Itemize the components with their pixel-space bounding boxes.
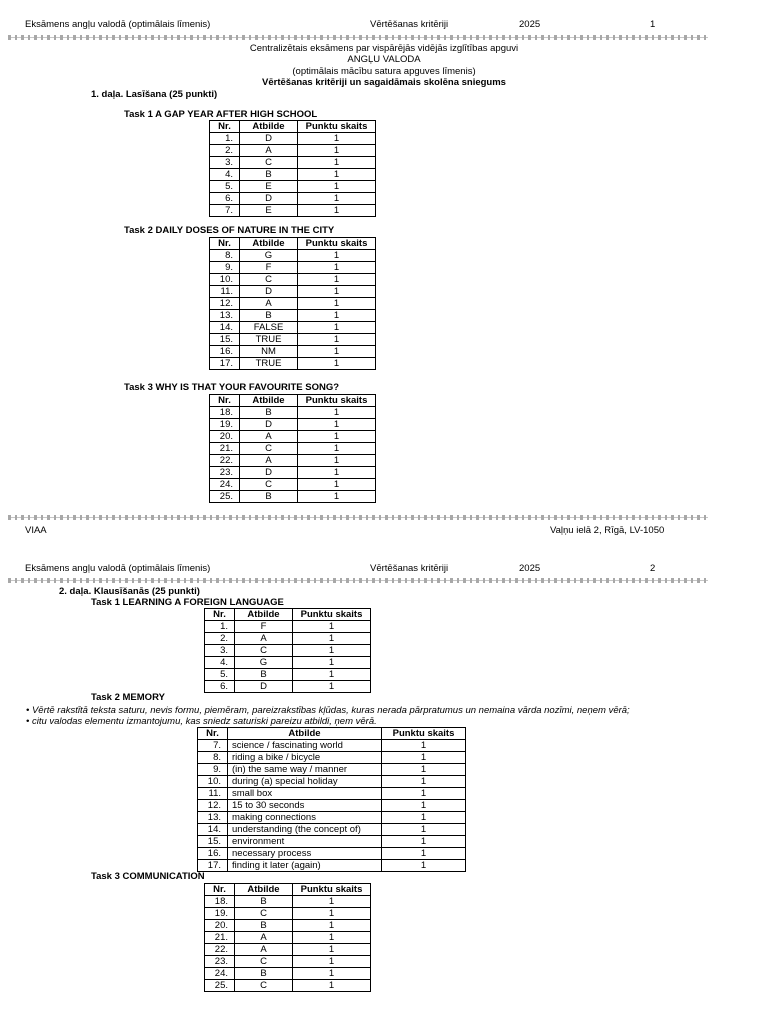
section-heading: 1. daļa. Lasīšana (25 punkti) — [91, 89, 218, 100]
row-points: 1 — [298, 431, 376, 443]
row-points: 1 — [382, 776, 466, 788]
row-points: 1 — [298, 145, 376, 157]
row-answer: A — [235, 944, 293, 956]
table-row — [210, 467, 376, 479]
decorative-border — [8, 578, 708, 583]
answer-table — [204, 883, 371, 992]
document-title-line: (optimālais mācību satura apguves līmenis) — [292, 66, 476, 77]
row-answer: NM — [240, 346, 298, 358]
row-answer: F — [240, 262, 298, 274]
row-points: 1 — [298, 310, 376, 322]
row-answer: understanding (the concept of) — [228, 824, 382, 836]
row-points: 1 — [382, 836, 466, 848]
row-answer: B — [240, 310, 298, 322]
row-number: 16. — [198, 848, 228, 860]
table-row — [210, 358, 376, 370]
row-answer: 15 to 30 seconds — [228, 800, 382, 812]
row-points: 1 — [298, 205, 376, 217]
row-points: 1 — [382, 848, 466, 860]
row-number: 14. — [210, 322, 240, 334]
col-header-nr: Nr. — [210, 121, 240, 133]
row-points: 1 — [293, 681, 371, 693]
col-header-answer: Atbilde — [240, 238, 298, 250]
page-header-left: Eksāmens angļu valodā (optimālais līmenis) — [25, 563, 211, 574]
row-answer: B — [235, 968, 293, 980]
row-points: 1 — [298, 169, 376, 181]
table-row — [210, 298, 376, 310]
row-number: 25. — [205, 980, 235, 992]
row-number: 10. — [198, 776, 228, 788]
page-number: 1 — [650, 19, 656, 30]
row-number: 8. — [210, 250, 240, 262]
table-row — [210, 250, 376, 262]
row-answer: A — [235, 932, 293, 944]
table-row — [210, 431, 376, 443]
table-row — [210, 205, 376, 217]
col-header-points: Punktu skaits — [298, 395, 376, 407]
row-answer: science / fascinating world — [228, 740, 382, 752]
row-points: 1 — [298, 193, 376, 205]
row-points: 1 — [298, 358, 376, 370]
row-points: 1 — [298, 322, 376, 334]
document-title: Vērtēšanas kritēriji un sagaidāmais skolēna sniegums — [262, 77, 506, 88]
row-answer: A — [235, 633, 293, 645]
row-number: 3. — [205, 645, 235, 657]
row-number: 4. — [210, 169, 240, 181]
table-row — [198, 812, 466, 824]
row-number: 22. — [210, 455, 240, 467]
table-row — [210, 346, 376, 358]
row-number: 19. — [205, 908, 235, 920]
row-answer: B — [240, 491, 298, 503]
row-answer: (in) the same way / manner — [228, 764, 382, 776]
row-answer: riding a bike / bicycle — [228, 752, 382, 764]
row-answer: making connections — [228, 812, 382, 824]
row-number: 22. — [205, 944, 235, 956]
table-row — [210, 286, 376, 298]
grading-note: • citu valodas elementu izmantojumu, kas sniedz saturiski pareizu atbildi, ņem vērā. — [26, 716, 377, 727]
table-row — [210, 419, 376, 431]
row-number: 20. — [205, 920, 235, 932]
row-number: 14. — [198, 824, 228, 836]
row-number: 5. — [205, 669, 235, 681]
table-row — [210, 479, 376, 491]
row-number: 21. — [205, 932, 235, 944]
table-row — [198, 764, 466, 776]
row-number: 1. — [210, 133, 240, 145]
table-row — [198, 788, 466, 800]
row-number: 18. — [210, 407, 240, 419]
row-number: 15. — [210, 334, 240, 346]
task-title: Task 2 DAILY DOSES OF NATURE IN THE CITY — [124, 225, 335, 236]
row-points: 1 — [293, 932, 371, 944]
row-number: 20. — [210, 431, 240, 443]
grading-note: • Vērtē rakstītā teksta saturu, nevis formu, piemēram, pareizrakstības kļūdas, kuras nerada pārpratumus un nemaina vārda nozīmi, neņem vērā; — [26, 705, 630, 716]
row-points: 1 — [293, 908, 371, 920]
row-points: 1 — [382, 764, 466, 776]
table-row — [198, 752, 466, 764]
table-row — [198, 836, 466, 848]
table-row — [198, 824, 466, 836]
col-header-nr: Nr. — [205, 609, 235, 621]
table-row — [210, 334, 376, 346]
row-answer: G — [235, 657, 293, 669]
row-number: 3. — [210, 157, 240, 169]
row-points: 1 — [298, 133, 376, 145]
row-number: 25. — [210, 491, 240, 503]
page-header-center: Vērtēšanas kritēriji — [370, 19, 449, 30]
row-number: 6. — [205, 681, 235, 693]
row-answer: FALSE — [240, 322, 298, 334]
row-points: 1 — [298, 334, 376, 346]
row-number: 5. — [210, 181, 240, 193]
row-number: 9. — [198, 764, 228, 776]
row-answer: D — [235, 681, 293, 693]
row-points: 1 — [293, 621, 371, 633]
table-row — [205, 633, 371, 645]
row-answer: D — [240, 193, 298, 205]
row-number: 19. — [210, 419, 240, 431]
answer-table — [197, 727, 466, 872]
col-header-nr: Nr. — [198, 728, 228, 740]
row-answer: B — [240, 169, 298, 181]
table-row — [198, 740, 466, 752]
row-number: 7. — [198, 740, 228, 752]
row-answer: during (a) special holiday — [228, 776, 382, 788]
decorative-border — [8, 515, 708, 520]
row-answer: E — [240, 181, 298, 193]
table-header-row — [210, 121, 376, 133]
row-number: 11. — [210, 286, 240, 298]
table-row — [210, 274, 376, 286]
task-title: Task 2 MEMORY — [91, 692, 165, 703]
row-number: 16. — [210, 346, 240, 358]
row-answer: D — [240, 133, 298, 145]
row-points: 1 — [298, 407, 376, 419]
col-header-nr: Nr. — [205, 884, 235, 896]
page-header-left: Eksāmens angļu valodā (optimālais līmenis) — [25, 19, 211, 30]
page-header-year: 2025 — [519, 563, 541, 574]
row-answer: G — [240, 250, 298, 262]
table-header-row — [205, 609, 371, 621]
col-header-answer: Atbilde — [240, 395, 298, 407]
row-number: 13. — [210, 310, 240, 322]
row-number: 6. — [210, 193, 240, 205]
col-header-answer: Atbilde — [228, 728, 382, 740]
task-title: Task 3 COMMUNICATION — [91, 871, 205, 882]
table-row — [210, 262, 376, 274]
row-answer: environment — [228, 836, 382, 848]
row-number: 13. — [198, 812, 228, 824]
table-row — [210, 193, 376, 205]
col-header-answer: Atbilde — [235, 609, 293, 621]
row-number: 8. — [198, 752, 228, 764]
table-row — [205, 621, 371, 633]
table-header-row — [210, 395, 376, 407]
row-points: 1 — [298, 157, 376, 169]
page-footer-right: Vaļņu ielā 2, Rīgā, LV-1050 — [550, 525, 665, 536]
task-title: Task 1 LEARNING A FOREIGN LANGUAGE — [91, 597, 284, 608]
row-answer: A — [240, 145, 298, 157]
row-number: 2. — [210, 145, 240, 157]
document-title-line: ANGĻU VALODA — [347, 54, 421, 65]
table-row — [210, 455, 376, 467]
row-points: 1 — [293, 633, 371, 645]
row-points: 1 — [298, 455, 376, 467]
table-row — [205, 657, 371, 669]
table-row — [205, 932, 371, 944]
row-answer: C — [240, 479, 298, 491]
row-points: 1 — [298, 262, 376, 274]
table-row — [205, 968, 371, 980]
table-row — [210, 310, 376, 322]
row-points: 1 — [293, 896, 371, 908]
row-points: 1 — [298, 274, 376, 286]
table-row — [205, 645, 371, 657]
table-row — [205, 944, 371, 956]
section-heading: 2. daļa. Klausīšanās (25 punkti) — [59, 586, 200, 597]
table-row — [210, 133, 376, 145]
row-number: 4. — [205, 657, 235, 669]
table-row — [205, 896, 371, 908]
row-points: 1 — [382, 812, 466, 824]
row-answer: C — [235, 980, 293, 992]
table-row — [210, 407, 376, 419]
row-answer: small box — [228, 788, 382, 800]
row-answer: B — [235, 920, 293, 932]
table-row — [205, 980, 371, 992]
task-title: Task 3 WHY IS THAT YOUR FAVOURITE SONG? — [124, 382, 340, 393]
row-number: 24. — [205, 968, 235, 980]
row-answer: A — [240, 431, 298, 443]
row-answer: A — [240, 298, 298, 310]
table-row — [205, 920, 371, 932]
task-title: Task 1 A GAP YEAR AFTER HIGH SCHOOL — [124, 109, 318, 120]
row-answer: C — [240, 157, 298, 169]
row-points: 1 — [298, 298, 376, 310]
row-answer: D — [240, 286, 298, 298]
row-points: 1 — [382, 740, 466, 752]
row-answer: C — [235, 908, 293, 920]
row-answer: TRUE — [240, 358, 298, 370]
row-points: 1 — [298, 491, 376, 503]
answer-table — [209, 237, 376, 370]
row-answer: F — [235, 621, 293, 633]
col-header-nr: Nr. — [210, 238, 240, 250]
row-points: 1 — [298, 346, 376, 358]
col-header-points: Punktu skaits — [382, 728, 466, 740]
table-row — [198, 848, 466, 860]
row-number: 1. — [205, 621, 235, 633]
row-points: 1 — [298, 286, 376, 298]
table-header-row — [198, 728, 466, 740]
table-row — [198, 860, 466, 872]
decorative-border — [8, 35, 708, 40]
col-header-nr: Nr. — [210, 395, 240, 407]
answer-table — [209, 394, 376, 503]
row-number: 17. — [198, 860, 228, 872]
col-header-answer: Atbilde — [235, 884, 293, 896]
row-answer: E — [240, 205, 298, 217]
row-answer: D — [240, 467, 298, 479]
page-header-center: Vērtēšanas kritēriji — [370, 563, 449, 574]
row-points: 1 — [293, 669, 371, 681]
row-points: 1 — [298, 181, 376, 193]
row-answer: TRUE — [240, 334, 298, 346]
row-answer: finding it later (again) — [228, 860, 382, 872]
row-answer: D — [240, 419, 298, 431]
table-row — [210, 322, 376, 334]
table-row — [210, 145, 376, 157]
row-points: 1 — [382, 800, 466, 812]
row-points: 1 — [293, 645, 371, 657]
row-answer: C — [235, 956, 293, 968]
table-row — [205, 681, 371, 693]
row-number: 12. — [198, 800, 228, 812]
table-row — [210, 443, 376, 455]
row-points: 1 — [298, 419, 376, 431]
row-number: 15. — [198, 836, 228, 848]
row-points: 1 — [298, 479, 376, 491]
row-points: 1 — [293, 944, 371, 956]
row-number: 9. — [210, 262, 240, 274]
row-points: 1 — [298, 467, 376, 479]
row-points: 1 — [382, 752, 466, 764]
col-header-points: Punktu skaits — [293, 609, 371, 621]
row-number: 18. — [205, 896, 235, 908]
page-header-year: 2025 — [519, 19, 541, 30]
row-points: 1 — [293, 956, 371, 968]
page-footer-left: VIAA — [25, 525, 47, 536]
answer-table — [209, 120, 376, 217]
table-row — [210, 169, 376, 181]
table-header-row — [210, 238, 376, 250]
row-number: 12. — [210, 298, 240, 310]
row-number: 23. — [210, 467, 240, 479]
table-header-row — [205, 884, 371, 896]
row-points: 1 — [293, 920, 371, 932]
row-number: 24. — [210, 479, 240, 491]
row-points: 1 — [293, 968, 371, 980]
row-number: 17. — [210, 358, 240, 370]
row-number: 10. — [210, 274, 240, 286]
table-row — [198, 800, 466, 812]
row-points: 1 — [298, 250, 376, 262]
row-points: 1 — [382, 860, 466, 872]
row-answer: B — [235, 669, 293, 681]
col-header-points: Punktu skaits — [293, 884, 371, 896]
row-number: 21. — [210, 443, 240, 455]
row-points: 1 — [382, 788, 466, 800]
row-answer: C — [235, 645, 293, 657]
row-answer: C — [240, 274, 298, 286]
table-row — [210, 157, 376, 169]
row-answer: B — [235, 896, 293, 908]
row-answer: B — [240, 407, 298, 419]
table-row — [205, 956, 371, 968]
col-header-points: Punktu skaits — [298, 121, 376, 133]
col-header-points: Punktu skaits — [298, 238, 376, 250]
row-number: 23. — [205, 956, 235, 968]
answer-table — [204, 608, 371, 693]
row-answer: necessary process — [228, 848, 382, 860]
row-number: 2. — [205, 633, 235, 645]
row-answer: A — [240, 455, 298, 467]
row-points: 1 — [382, 824, 466, 836]
row-answer: C — [240, 443, 298, 455]
row-number: 11. — [198, 788, 228, 800]
row-number: 7. — [210, 205, 240, 217]
col-header-answer: Atbilde — [240, 121, 298, 133]
table-row — [210, 181, 376, 193]
row-points: 1 — [293, 657, 371, 669]
table-row — [210, 491, 376, 503]
table-row — [205, 669, 371, 681]
table-row — [205, 908, 371, 920]
table-row — [198, 776, 466, 788]
page-number: 2 — [650, 563, 656, 574]
row-points: 1 — [293, 980, 371, 992]
document-title-line: Centralizētais eksāmens par vispārējās vidējās izglītības apguvi — [249, 43, 519, 54]
row-points: 1 — [298, 443, 376, 455]
